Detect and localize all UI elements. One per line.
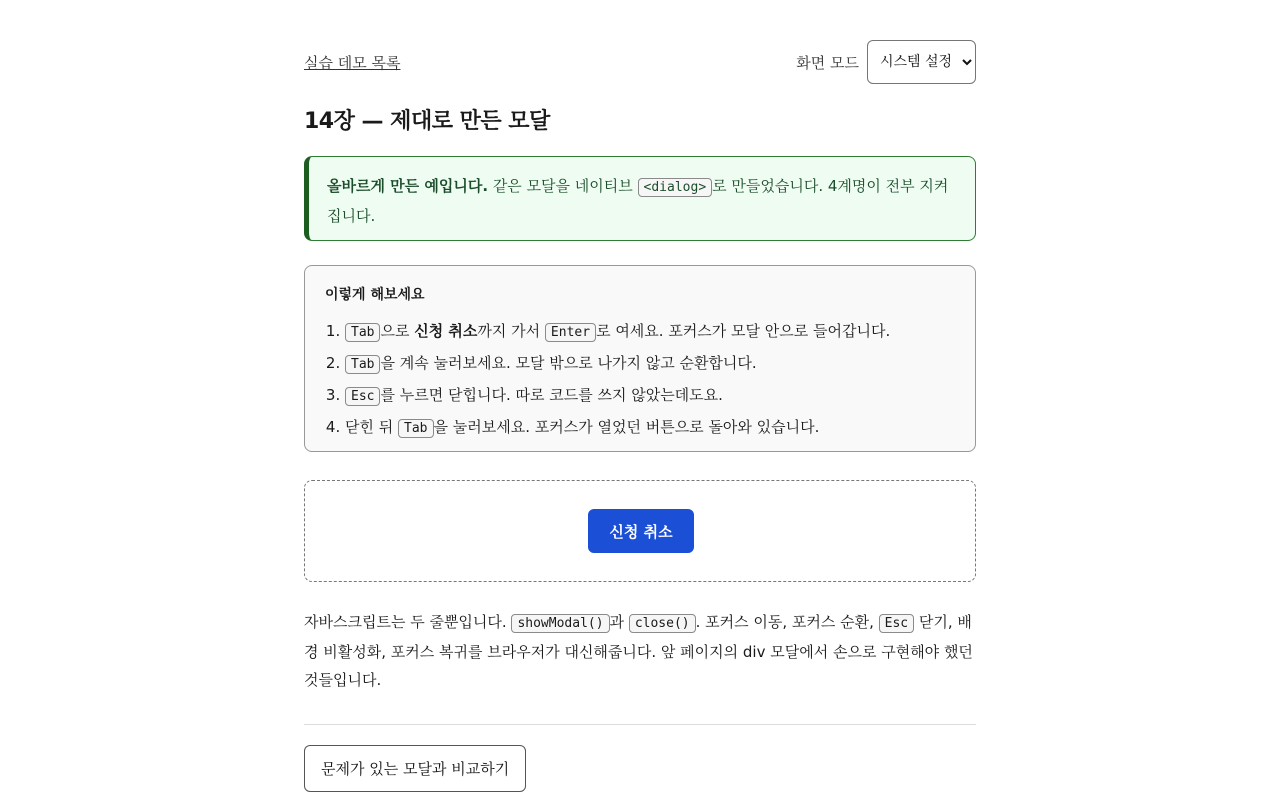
explanation-paragraph <box>304 608 976 694</box>
demo-list-link[interactable]: 실습 데모 목록 <box>304 54 401 72</box>
instruction-item-3 <box>345 380 955 412</box>
callout-text-before: 같은 모달을 네이티브 <box>488 177 638 195</box>
instruction-text: 을 계속 눌러보세요. 모달 밖으로 나가지 않고 순환합니다. <box>380 354 757 372</box>
kbd-enter: Enter <box>545 323 596 342</box>
explanation-text: 과 <box>609 613 629 631</box>
instruction-item-4 <box>345 412 955 444</box>
instruction-text: 을 눌러보세요. 포커스가 열었던 버튼으로 돌아와 있습니다. <box>433 418 820 436</box>
explanation-text: 자바스크립트는 두 줄뿐입니다. <box>304 613 512 631</box>
section-divider <box>304 724 976 725</box>
callout-lead: 올바르게 만든 예입니다. <box>327 177 489 195</box>
compare-broken-modal-button[interactable]: 문제가 있는 모달과 비교하기 <box>304 745 526 792</box>
instruction-item-2 <box>345 348 955 380</box>
code-close: close() <box>629 614 696 633</box>
instruction-text: 로 여세요. 포커스가 모달 안으로 들어갑니다. <box>596 322 891 340</box>
cancel-application-button[interactable]: 신청 취소 <box>588 509 694 553</box>
instruction-text: 닫힌 뒤 <box>345 418 399 436</box>
display-mode-label: 화면 모드 <box>796 54 859 72</box>
kbd-tab: Tab <box>345 355 380 374</box>
instruction-text: 으로 <box>380 322 415 340</box>
instructions-title: 이렇게 해보세요 <box>325 287 425 303</box>
kbd-esc: Esc <box>345 387 380 406</box>
instructions-box <box>304 265 976 452</box>
callout-text-after: 로 만들었습니다. 4계명이 전부 지켜집니다. <box>327 177 949 225</box>
top-bar <box>304 40 976 84</box>
instruction-bold: 신청 취소 <box>414 322 478 340</box>
instructions-list <box>325 316 955 444</box>
instruction-text: 를 누르면 닫힙니다. 따로 코드를 쓰지 않았는데도요. <box>380 386 723 404</box>
instruction-text: 까지 가서 <box>477 322 545 340</box>
explanation-text: . 포커스 이동, 포커스 순환, <box>695 613 879 631</box>
callout-code-dialog: <dialog> <box>638 178 713 197</box>
instruction-item-1 <box>345 316 955 348</box>
kbd-esc: Esc <box>879 614 914 633</box>
kbd-tab: Tab <box>345 323 380 342</box>
explanation-text: 닫기, 배경 비활성화, 포커스 복귀를 브라우저가 대신해줍니다. 앞 페이지의 div 모달에서 손으로 구현해야 했던 것들입니다. <box>304 613 973 689</box>
kbd-tab: Tab <box>398 419 433 438</box>
success-callout <box>304 156 976 241</box>
demo-area <box>304 480 976 582</box>
display-mode-select[interactable] <box>867 40 976 84</box>
code-showmodal: showModal() <box>511 614 609 633</box>
page-title: 14장 — 제대로 만든 모달 <box>304 109 550 134</box>
